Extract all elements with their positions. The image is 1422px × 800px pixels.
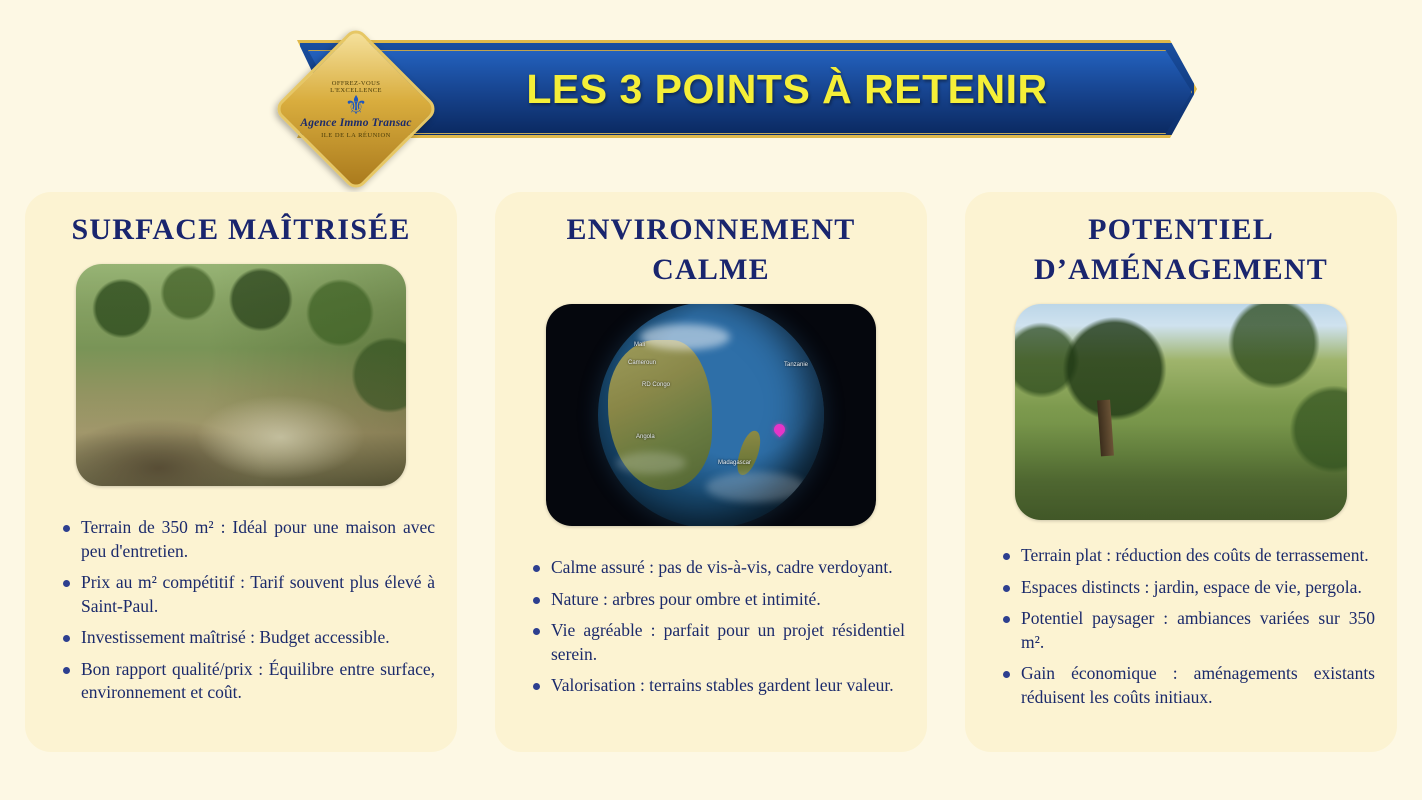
cloud-shape — [640, 324, 730, 350]
list-item: Potentiel paysager : ambiances variées sur 350 m². — [1001, 607, 1375, 654]
list-item: Calme assuré : pas de vis-à-vis, cadre verdoyant. — [531, 556, 905, 580]
cards-row — [0, 192, 1422, 752]
logo-location: ILE DE LA RÉUNION — [321, 131, 391, 139]
card-surface-maitrisee — [25, 192, 457, 752]
card-environnement-calme — [495, 192, 927, 752]
card-potentiel-amenagement — [965, 192, 1397, 752]
card-bullet-list — [47, 516, 435, 713]
card-image-jardin — [1015, 304, 1347, 520]
cloud-shape — [616, 452, 686, 474]
tree-trunk-shape — [1097, 400, 1114, 457]
card-title: ENVIRONNEMENT CALME — [566, 213, 856, 286]
list-item: Terrain de 350 m² : Idéal pour une maison avec peu d'entretien. — [61, 516, 435, 563]
list-item: Vie agréable : parfait pour un projet résidentiel serein. — [531, 619, 905, 666]
list-item: Valorisation : terrains stables gardent leur valeur. — [531, 674, 905, 698]
list-item: Bon rapport qualité/prix : Équilibre entre surface, environnement et coût. — [61, 658, 435, 705]
location-pin-icon — [772, 422, 788, 438]
list-item: Gain économique : aménagements existants réduisent les coûts initiaux. — [1001, 662, 1375, 709]
list-item: Prix au m² compétitif : Tarif souvent plus élevé à Saint-Paul. — [61, 571, 435, 618]
madagascar-landmass — [734, 428, 764, 477]
map-label: Mali — [634, 342, 646, 348]
list-item: Investissement maîtrisé : Budget accessible. — [61, 626, 435, 650]
card-title: POTENTIEL D’AMÉNAGEMENT — [1034, 213, 1328, 286]
fleur-de-lys-icon: ⚜ — [344, 90, 368, 120]
card-image-map — [546, 304, 876, 526]
globe-graphic — [598, 304, 824, 526]
map-label: RD Congo — [642, 382, 671, 388]
map-label: Tanzanie — [784, 362, 809, 368]
cloud-shape — [706, 472, 806, 502]
logo-brand-name: Agence Immo Transac — [300, 116, 412, 129]
logo-tagline: OFFREZ-VOUS L'EXCELLENCE — [330, 79, 382, 94]
agency-logo-face — [297, 50, 415, 168]
map-label: Madagascar — [718, 460, 752, 466]
card-bullet-list — [517, 556, 905, 706]
card-bullet-list — [987, 544, 1375, 717]
card-image-terrain — [76, 264, 406, 486]
card-title: SURFACE MAÎTRISÉE — [71, 213, 411, 246]
page-title: LES 3 POINTS À RETENIR — [526, 65, 1048, 112]
header-banner — [297, 40, 1197, 145]
map-label: Angola — [636, 434, 655, 440]
agency-logo-diamond — [273, 26, 440, 193]
list-item: Terrain plat : réduction des coûts de terrassement. — [1001, 544, 1375, 568]
list-item: Espaces distincts : jardin, espace de vie, pergola. — [1001, 576, 1375, 600]
list-item: Nature : arbres pour ombre et intimité. — [531, 588, 905, 612]
map-label: Cameroun — [628, 360, 657, 366]
